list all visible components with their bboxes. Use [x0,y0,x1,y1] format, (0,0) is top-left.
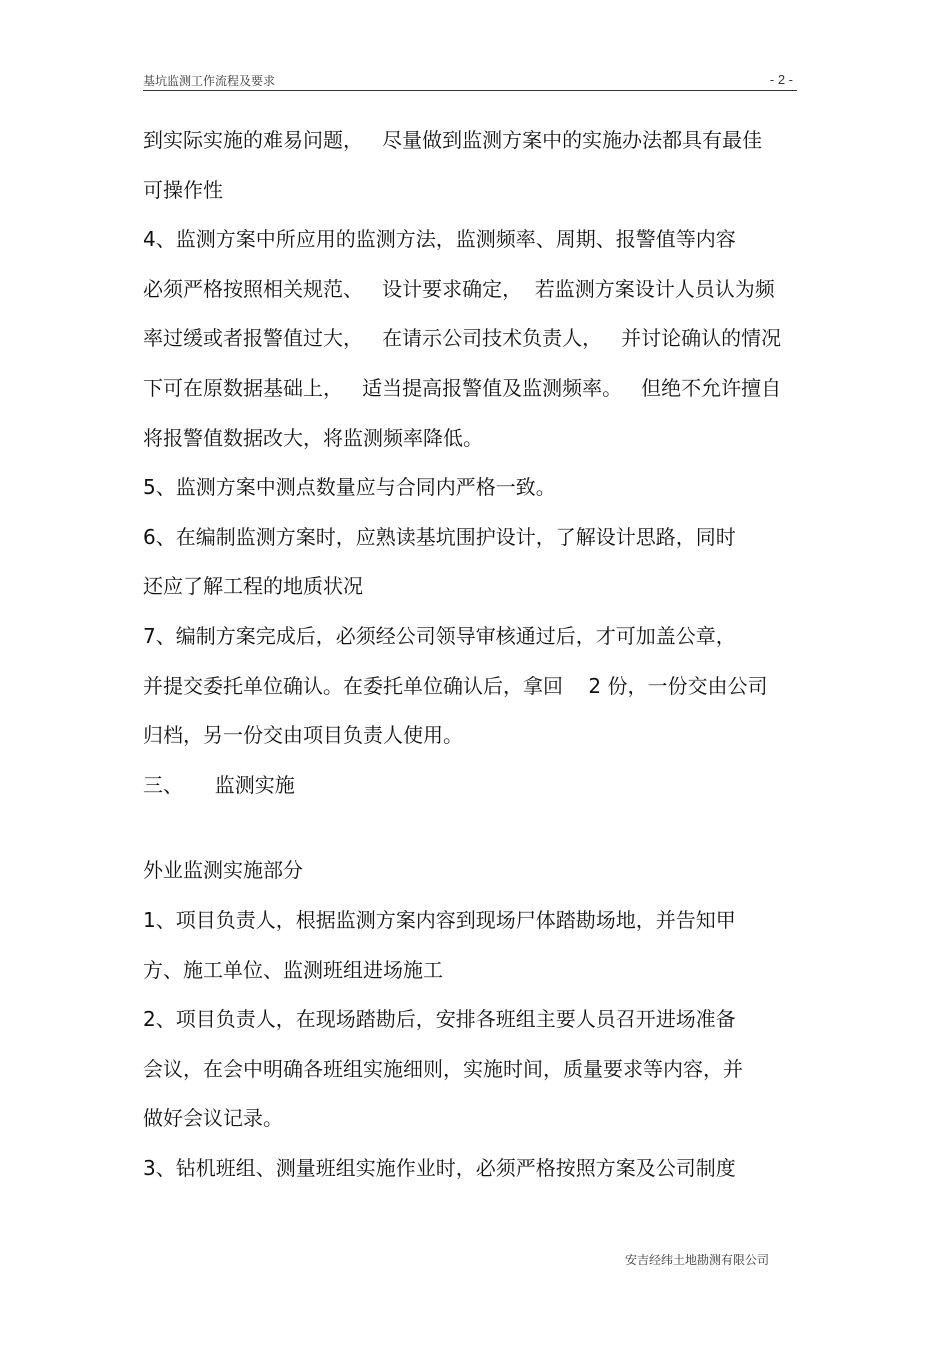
body-line: 1、项目负责人，根据监测方案内容到现场尸体踏勘场地，并告知甲 [143,907,736,932]
page-header [143,72,797,91]
footer-company: 安吉经纬土地勘测有限公司 [625,1253,770,1267]
body-line: 5、监测方案中测点数量应与合同内严格一致。 [143,475,556,500]
page-number: - 2 - [769,72,793,87]
body-line: 归档，另一份交由项目负责人使用。 [143,723,463,748]
body-line: 将报警值数据改大，将监测频率降低。 [143,425,483,450]
body-line: 率过缓或者报警值过大， 在请示公司技术负责人， 并讨论确认的情况 [143,326,782,351]
body-line: 必须严格按照相关规范、 设计要求确定， 若监测方案设计人员认为频 [143,276,775,301]
body-line: 下可在原数据基础上， 适当提高报警值及监测频率。 但绝不允许擅自 [143,375,782,400]
body-line: 2、项目负责人，在现场踏勘后，安排各班组主要人员召开进场准备 [143,1007,736,1032]
body-line: 6、在编制监测方案时，应熟读基坑围护设计，了解设计思路，同时 [143,524,736,549]
body-line: 可操作性 [143,177,223,202]
body-line: 会议，在会中明确各班组实施细则，实施时间，质量要求等内容，并 [143,1056,743,1081]
body-line: 4、监测方案中所应用的监测方法，监测频率、周期、报警值等内容 [143,227,736,252]
section-heading: 三、 监测实施 [143,772,295,797]
body-line: 到实际实施的难易问题， 尽量做到监测方案中的实施办法都具有最佳 [143,128,763,152]
body-line: 3、钻机班组、测量班组实施作业时，必须严格按照方案及公司制度 [143,1155,736,1180]
body-line: 做好会议记录。 [143,1106,283,1131]
body-line: 并提交委托单位确认。在委托单位确认后，拿回 2 份，一份交由公司 [143,673,768,698]
body-line: 方、施工单位、监测班组进场施工 [143,957,443,982]
document-body [143,126,823,1203]
body-line: 7、编制方案完成后，必须经公司领导审核通过后，才可加盖公章， [143,623,736,648]
body-line: 还应了解工程的地质状况 [143,574,363,599]
header-title: 基坑监测工作流程及要求 [143,74,276,88]
subsection-heading: 外业监测实施部分 [143,858,303,883]
section-spacer [143,820,823,856]
